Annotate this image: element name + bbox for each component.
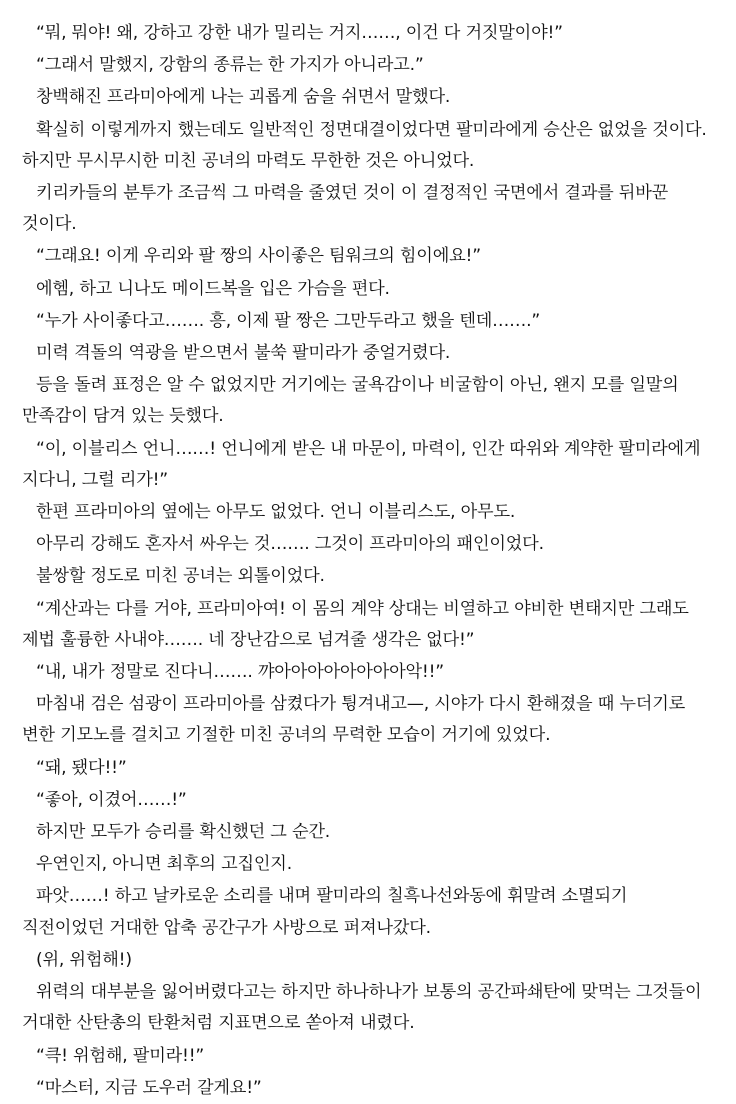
paragraph: 아무리 강해도 혼자서 싸우는 것……. 그것이 프라미아의 패인이었다. xyxy=(36,534,544,555)
paragraph: 확실히 이렇게까지 했는데도 일반적인 정면대결이었다면 팔미라에게 승산은 없었을 것이다. 하지만 무시무시한 미친 공녀의 마력도 무한한 것은 아니었다. xyxy=(22,119,712,171)
paragraph: 한편 프라미아의 옆에는 아무도 없었다. 언니 이블리스도, 아무도. xyxy=(36,502,516,523)
paragraph: “누가 사이좋다고……. 흥, 이제 팔 짱은 그만두라고 했을 텐데…….” xyxy=(36,310,541,331)
paragraph: “이, 이블리스 언니……! 언니에게 받은 내 마문이, 마력이, 인간 따위와 계약한 팔미라에게 지다니, 그럴 리가!” xyxy=(22,438,706,490)
paragraph: 불쌍할 정도로 미친 공녀는 외톨이었다. xyxy=(36,566,325,587)
paragraph: 키리카들의 분투가 조금씩 그 마력을 줄였던 것이 이 결정적인 국면에서 결과를 뒤바꾼 것이다. xyxy=(22,183,674,235)
paragraph: 에헴, 하고 니나도 메이드복을 입은 가슴을 편다. xyxy=(36,278,390,299)
paragraph: “마스터, 지금 도우러 갈게요!” xyxy=(36,1077,262,1098)
novel-body-text xyxy=(22,18,714,1104)
paragraph: 우연인지, 아니면 최후의 고집인지. xyxy=(36,854,292,875)
paragraph: “그래서 말했지, 강함의 종류는 한 가지가 아니라고.” xyxy=(36,55,424,76)
paragraph: 위력의 대부분을 잃어버렸다고는 하지만 하나하나가 보통의 공간파쇄탄에 맞먹는 그것들이 거대한 산탄총의 탄환처럼 지표면으로 쏟아져 내렸다. xyxy=(22,982,707,1034)
paragraph: 하지만 모두가 승리를 확신했던 그 순간. xyxy=(36,822,331,843)
paragraph: “큭! 위험해, 팔미라!!” xyxy=(36,1045,205,1066)
paragraph: 창백해진 프라미아에게 나는 괴롭게 숨을 쉬면서 말했다. xyxy=(36,87,451,108)
paragraph: “뭐, 뭐야! 왜, 강하고 강한 내가 밀리는 거지……, 이건 다 거짓말이야!” xyxy=(36,23,563,43)
paragraph: 마침내 검은 섬광이 프라미아를 삼켰다가 튕겨내고—, 시야가 다시 환해졌을 때 누더기로 변한 기모노를 걸치고 기절한 미친 공녀의 무력한 모습이 거기에 있었다. xyxy=(22,694,691,746)
paragraph: 파앗……! 하고 날카로운 소리를 내며 팔미라의 칠흑나선와동에 휘말려 소멸되기 직전이었던 거대한 압축 공간구가 사방으로 퍼져나갔다. xyxy=(22,886,633,938)
paragraph: 미력 격돌의 역광을 받으면서 불쑥 팔미라가 중얼거렸다. xyxy=(36,343,451,364)
paragraph: “그래요! 이게 우리와 팔 짱의 사이좋은 팀워크의 힘이에요!” xyxy=(36,246,481,267)
paragraph: “계산과는 다를 거야, 프라미아여! 이 몸의 계약 상대는 비열하고 야비한 변태지만 그래도 제법 훌륭한 사내야……. 네 장난감으로 넘겨줄 생각은 없다!” xyxy=(22,598,694,650)
paragraph: “돼, 됐다!!” xyxy=(36,757,127,778)
paragraph: (위, 위험해!) xyxy=(36,949,132,970)
paragraph: 등을 돌려 표정은 알 수 없었지만 거기에는 굴욕감이나 비굴함이 아닌, 왠지 모를 일말의 만족감이 담겨 있는 듯했다. xyxy=(22,375,684,427)
paragraph: “내, 내가 정말로 진다니……. 꺄아아아아아아아아악!!” xyxy=(36,662,445,683)
paragraph: “좋아, 이겼어……!” xyxy=(36,789,187,810)
